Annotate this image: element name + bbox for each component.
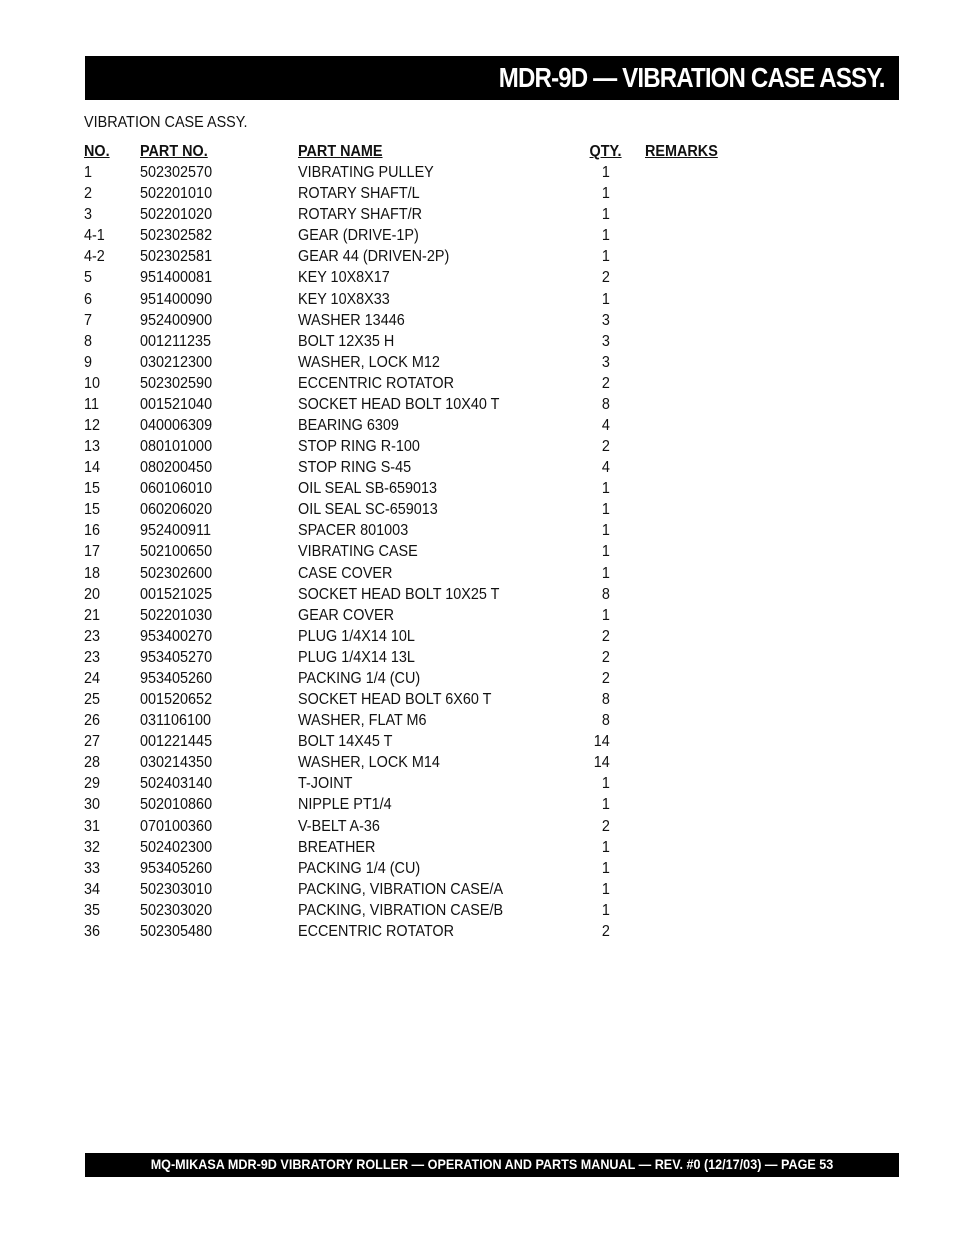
col-header-no: NO.	[84, 143, 110, 160]
table-row	[84, 162, 784, 183]
cell-part-no: 502302590	[140, 374, 213, 392]
cell-part-name: PACKING 1/4 (CU)	[298, 859, 421, 877]
cell-qty: 14	[593, 754, 610, 772]
cell-part-name: V-BELT A-36	[298, 817, 380, 835]
cell-part-no: 060106010	[140, 480, 213, 498]
page-title: MDR-9D — VIBRATION CASE ASSY.	[499, 62, 885, 93]
cell-part-no: 502303020	[140, 901, 213, 919]
cell-part-no: 001211235	[140, 332, 212, 350]
cell-part-name: WASHER, LOCK M12	[298, 353, 440, 371]
cell-no: 15	[84, 480, 101, 498]
cell-qty: 2	[601, 627, 610, 645]
cell-part-no: 502201010	[140, 185, 213, 203]
cell-part-no: 502302600	[140, 564, 213, 582]
cell-qty: 1	[601, 838, 610, 856]
cell-part-no: 502302581	[140, 248, 213, 266]
cell-no: 4-1	[84, 227, 105, 245]
cell-part-no: 030214350	[140, 754, 213, 772]
cell-part-no: 502302570	[140, 164, 213, 182]
cell-part-no: 060206020	[140, 501, 213, 519]
col-header-part-no: PART NO.	[140, 143, 208, 160]
cell-part-no: 953400270	[140, 627, 213, 645]
cell-part-name: BOLT 14X45 T	[298, 733, 393, 751]
cell-qty: 2	[601, 438, 610, 456]
cell-part-no: 502403140	[140, 775, 213, 793]
cell-no: 7	[84, 311, 93, 329]
cell-qty: 4	[601, 417, 610, 435]
table-row	[84, 668, 784, 689]
cell-part-name: OIL SEAL SB-659013	[298, 480, 438, 498]
table-row	[84, 204, 784, 225]
footer-text: MQ-MIKASA MDR-9D VIBRATORY ROLLER — OPERATION AND PARTS MANUAL — REV. #0 (12/17/03) — PAGE 53	[150, 1156, 834, 1172]
cell-no: 30	[84, 796, 101, 814]
table-row	[84, 921, 784, 942]
cell-qty: 1	[601, 796, 610, 814]
col-header-qty: QTY.	[589, 143, 622, 160]
table-row	[84, 394, 784, 415]
cell-qty: 2	[601, 817, 610, 835]
cell-part-no: 001521040	[140, 395, 213, 413]
cell-no: 25	[84, 691, 101, 709]
table-row	[84, 373, 784, 394]
cell-qty: 2	[601, 648, 610, 666]
cell-no: 28	[84, 754, 101, 772]
cell-part-name: KEY 10X8X33	[298, 290, 390, 308]
cell-part-name: PLUG 1/4X14 13L	[298, 648, 415, 666]
cell-qty: 2	[601, 922, 610, 940]
cell-part-name: ROTARY SHAFT/L	[298, 185, 420, 203]
table-row	[84, 352, 784, 373]
cell-qty: 1	[601, 564, 610, 582]
table-header	[84, 141, 784, 162]
cell-no: 9	[84, 353, 93, 371]
cell-part-name: BOLT 12X35 H	[298, 332, 395, 350]
cell-part-no: 080200450	[140, 459, 213, 477]
col-header-remarks: REMARKS	[645, 143, 718, 160]
cell-part-name: VIBRATING PULLEY	[298, 164, 434, 182]
cell-qty: 1	[601, 859, 610, 877]
table-row	[84, 289, 784, 310]
cell-qty: 4	[601, 459, 610, 477]
table-row	[84, 563, 784, 584]
cell-no: 21	[84, 606, 101, 624]
section-subtitle: VIBRATION CASE ASSY.	[84, 114, 248, 131]
cell-part-no: 502201030	[140, 606, 213, 624]
cell-part-no: 502100650	[140, 543, 213, 561]
cell-part-no: 953405260	[140, 859, 213, 877]
cell-qty: 1	[601, 522, 610, 540]
cell-no: 8	[84, 332, 93, 350]
cell-qty: 1	[601, 501, 610, 519]
cell-qty: 2	[601, 669, 610, 687]
cell-qty: 2	[601, 269, 610, 287]
cell-part-name: WASHER 13446	[298, 311, 405, 329]
table-row	[84, 731, 784, 752]
table-row	[84, 183, 784, 204]
cell-part-name: GEAR (DRIVE-1P)	[298, 227, 419, 245]
cell-part-name: KEY 10X8X17	[298, 269, 390, 287]
cell-part-no: 001221445	[140, 733, 213, 751]
table-row	[84, 331, 784, 352]
cell-part-no: 953405270	[140, 648, 213, 666]
cell-part-name: STOP RING S-45	[298, 459, 412, 477]
table-row	[84, 710, 784, 731]
cell-part-name: ECCENTRIC ROTATOR	[298, 922, 455, 940]
cell-part-no: 502402300	[140, 838, 213, 856]
table-row	[84, 794, 784, 815]
cell-qty: 1	[601, 248, 610, 266]
cell-part-name: GEAR 44 (DRIVEN-2P)	[298, 248, 450, 266]
cell-no: 15	[84, 501, 101, 519]
cell-qty: 3	[601, 332, 610, 350]
cell-part-name: SOCKET HEAD BOLT 6X60 T	[298, 691, 492, 709]
cell-qty: 14	[593, 733, 610, 751]
table-row	[84, 478, 784, 499]
table-row	[84, 626, 784, 647]
table-body	[84, 162, 784, 942]
cell-qty: 1	[601, 164, 610, 182]
cell-qty: 1	[601, 206, 610, 224]
cell-part-name: STOP RING R-100	[298, 438, 420, 456]
table-row	[84, 310, 784, 331]
cell-qty: 8	[601, 691, 610, 709]
cell-part-name: BREATHER	[298, 838, 376, 856]
cell-qty: 1	[601, 227, 610, 245]
table-row	[84, 816, 784, 837]
cell-part-name: NIPPLE PT1/4	[298, 796, 392, 814]
cell-part-name: ECCENTRIC ROTATOR	[298, 374, 455, 392]
table-row	[84, 647, 784, 668]
table-row	[84, 246, 784, 267]
cell-no: 32	[84, 838, 101, 856]
cell-no: 5	[84, 269, 93, 287]
cell-part-no: 951400081	[140, 269, 213, 287]
cell-part-no: 952400900	[140, 311, 213, 329]
cell-part-no: 952400911	[140, 522, 212, 540]
cell-no: 20	[84, 585, 101, 603]
table-row	[84, 457, 784, 478]
cell-no: 34	[84, 880, 101, 898]
cell-qty: 1	[601, 185, 610, 203]
cell-part-no: 502302582	[140, 227, 213, 245]
cell-no: 2	[84, 185, 93, 203]
cell-part-no: 070100360	[140, 817, 213, 835]
table-row	[84, 267, 784, 288]
cell-qty: 3	[601, 311, 610, 329]
cell-part-no: 951400090	[140, 290, 213, 308]
cell-no: 13	[84, 438, 101, 456]
table-row	[84, 858, 784, 879]
cell-part-no: 502010860	[140, 796, 213, 814]
table-row	[84, 499, 784, 520]
cell-no: 29	[84, 775, 101, 793]
cell-no: 33	[84, 859, 101, 877]
cell-part-no: 502303010	[140, 880, 213, 898]
cell-no: 31	[84, 817, 101, 835]
cell-no: 23	[84, 648, 101, 666]
table-row	[84, 436, 784, 457]
cell-part-name: WASHER, LOCK M14	[298, 754, 440, 772]
table-row	[84, 900, 784, 921]
cell-part-no: 953405260	[140, 669, 213, 687]
cell-no: 16	[84, 522, 101, 540]
cell-part-name: SOCKET HEAD BOLT 10X25 T	[298, 585, 500, 603]
cell-part-no: 502201020	[140, 206, 213, 224]
cell-part-name: VIBRATING CASE	[298, 543, 418, 561]
table-row	[84, 879, 784, 900]
cell-qty: 8	[601, 395, 610, 413]
cell-qty: 1	[601, 290, 610, 308]
cell-qty: 1	[601, 480, 610, 498]
table-row	[84, 837, 784, 858]
cell-no: 24	[84, 669, 101, 687]
page-title-bar	[85, 56, 899, 100]
cell-qty: 2	[601, 374, 610, 392]
cell-part-name: ROTARY SHAFT/R	[298, 206, 423, 224]
cell-part-no: 001521025	[140, 585, 213, 603]
cell-qty: 1	[601, 901, 610, 919]
cell-part-name: GEAR COVER	[298, 606, 395, 624]
cell-part-name: SPACER 801003	[298, 522, 409, 540]
cell-qty: 1	[601, 606, 610, 624]
table-row	[84, 415, 784, 436]
cell-no: 10	[84, 374, 101, 392]
cell-part-no: 001520652	[140, 691, 213, 709]
cell-no: 35	[84, 901, 101, 919]
table-row	[84, 225, 784, 246]
cell-no: 36	[84, 922, 101, 940]
cell-no: 23	[84, 627, 101, 645]
cell-part-name: PACKING 1/4 (CU)	[298, 669, 421, 687]
col-header-part-name: PART NAME	[298, 143, 383, 160]
cell-no: 27	[84, 733, 101, 751]
table-row	[84, 520, 784, 541]
cell-no: 6	[84, 290, 93, 308]
cell-part-no: 502305480	[140, 922, 213, 940]
cell-qty: 3	[601, 353, 610, 371]
cell-qty: 1	[601, 543, 610, 561]
cell-qty: 8	[601, 585, 610, 603]
cell-part-name: T-JOINT	[298, 775, 353, 793]
cell-qty: 1	[601, 775, 610, 793]
table-row	[84, 584, 784, 605]
cell-part-no: 080101000	[140, 438, 213, 456]
cell-part-name: PACKING, VIBRATION CASE/B	[298, 901, 504, 919]
table-row	[84, 541, 784, 562]
table-row	[84, 605, 784, 626]
cell-part-name: SOCKET HEAD BOLT 10X40 T	[298, 395, 500, 413]
parts-table	[84, 141, 784, 942]
cell-no: 3	[84, 206, 93, 224]
table-row	[84, 773, 784, 794]
cell-no: 14	[84, 459, 101, 477]
cell-no: 4-2	[84, 248, 105, 266]
cell-part-name: PACKING, VIBRATION CASE/A	[298, 880, 504, 898]
cell-part-no: 040006309	[140, 417, 213, 435]
cell-no: 17	[84, 543, 101, 561]
cell-part-no: 030212300	[140, 353, 213, 371]
cell-part-name: OIL SEAL SC-659013	[298, 501, 438, 519]
cell-part-name: WASHER, FLAT M6	[298, 712, 427, 730]
cell-no: 1	[84, 164, 93, 182]
cell-no: 26	[84, 712, 101, 730]
cell-qty: 1	[601, 880, 610, 898]
cell-no: 11	[84, 395, 99, 413]
cell-no: 18	[84, 564, 101, 582]
cell-no: 12	[84, 417, 101, 435]
cell-part-no: 031106100	[140, 712, 212, 730]
table-row	[84, 689, 784, 710]
cell-part-name: PLUG 1/4X14 10L	[298, 627, 415, 645]
cell-qty: 8	[601, 712, 610, 730]
cell-part-name: CASE COVER	[298, 564, 393, 582]
table-row	[84, 752, 784, 773]
cell-part-name: BEARING 6309	[298, 417, 399, 435]
footer-bar	[85, 1153, 899, 1177]
